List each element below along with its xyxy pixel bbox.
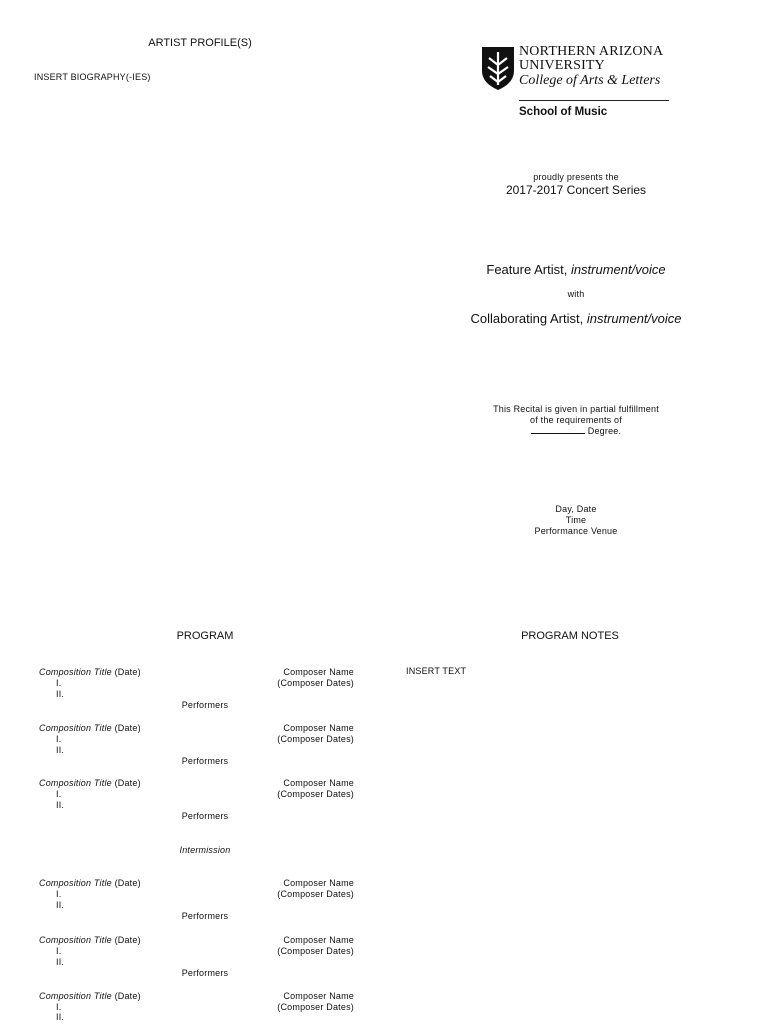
- logo-divider: [519, 100, 669, 101]
- composer-name: Composer Name: [283, 991, 354, 1001]
- composer-dates: (Composer Dates): [277, 734, 354, 744]
- collaborating-artist-name: Collaborating Artist,: [470, 311, 584, 326]
- program-notes-heading: PROGRAM NOTES: [521, 630, 619, 642]
- recital-statement-line1: This Recital is given in partial fulfillment: [493, 404, 659, 414]
- with-line: with: [567, 289, 585, 299]
- composer-dates: (Composer Dates): [277, 678, 354, 688]
- composer-name: Composer Name: [283, 935, 354, 945]
- college-name: College of Arts & Letters: [519, 73, 661, 88]
- degree-blank-line: [531, 426, 585, 434]
- composer-dates: (Composer Dates): [277, 946, 354, 956]
- composer-dates: (Composer Dates): [277, 789, 354, 799]
- collaborating-artist-instrument: instrument/voice: [586, 311, 682, 326]
- composition-title: Composition Title (Date): [39, 778, 141, 788]
- performers-label: Performers: [181, 911, 229, 921]
- composer-dates: (Composer Dates): [277, 889, 354, 899]
- nau-logo: [480, 45, 675, 120]
- movement-item: I.: [56, 1002, 62, 1012]
- movement-item: II.: [56, 957, 65, 967]
- movement-item: II.: [56, 800, 65, 810]
- feature-artist-instrument: instrument/voice: [570, 262, 666, 277]
- university-name-line2: UNIVERSITY: [519, 58, 605, 73]
- nau-emblem-icon: [480, 45, 516, 91]
- event-venue: Performance Venue: [534, 526, 618, 536]
- event-time: Time: [565, 515, 587, 525]
- university-name-line1: NORTHERN ARIZONA: [519, 44, 664, 59]
- composer-name: Composer Name: [283, 778, 354, 788]
- movement-item: II.: [56, 1012, 65, 1022]
- feature-artist-line: [420, 262, 732, 277]
- composition-title: Composition Title (Date): [39, 878, 141, 888]
- composition-title: Composition Title (Date): [39, 667, 141, 677]
- composer-name: Composer Name: [283, 878, 354, 888]
- movement-item: II.: [56, 689, 65, 699]
- movement-item: I.: [56, 889, 62, 899]
- movement-item: I.: [56, 946, 62, 956]
- program-heading: PROGRAM: [176, 630, 234, 642]
- composition-title: Composition Title (Date): [39, 935, 141, 945]
- composer-dates: (Composer Dates): [277, 1002, 354, 1012]
- intermission-label: Intermission: [179, 845, 231, 855]
- performers-label: Performers: [181, 968, 229, 978]
- concert-series: 2017-2017 Concert Series: [505, 183, 647, 197]
- event-day-date: Day, Date: [555, 504, 597, 514]
- school-name: School of Music: [519, 106, 608, 118]
- insert-biography-placeholder: INSERT BIOGRAPHY(-IES): [34, 72, 151, 82]
- recital-statement-line3: [420, 426, 732, 436]
- feature-artist-name: Feature Artist,: [486, 262, 568, 277]
- university-name: [519, 45, 663, 73]
- program-notes-placeholder: INSERT TEXT: [406, 666, 467, 676]
- presents-line: proudly presents the: [533, 172, 619, 182]
- collaborating-artist-line: [420, 311, 732, 326]
- composition-title: Composition Title (Date): [39, 723, 141, 733]
- composer-name: Composer Name: [283, 667, 354, 677]
- composition-title: Composition Title (Date): [39, 991, 141, 1001]
- performers-label: Performers: [181, 811, 229, 821]
- movement-item: I.: [56, 678, 62, 688]
- composer-name: Composer Name: [283, 723, 354, 733]
- performers-label: Performers: [181, 756, 229, 766]
- movement-item: II.: [56, 900, 65, 910]
- movement-item: II.: [56, 745, 65, 755]
- movement-item: I.: [56, 789, 62, 799]
- movement-item: I.: [56, 734, 62, 744]
- recital-statement-line2: of the requirements of: [530, 415, 622, 425]
- degree-label: Degree.: [587, 426, 622, 436]
- artist-profiles-heading: ARTIST PROFILE(S): [148, 37, 252, 49]
- performers-label: Performers: [181, 700, 229, 710]
